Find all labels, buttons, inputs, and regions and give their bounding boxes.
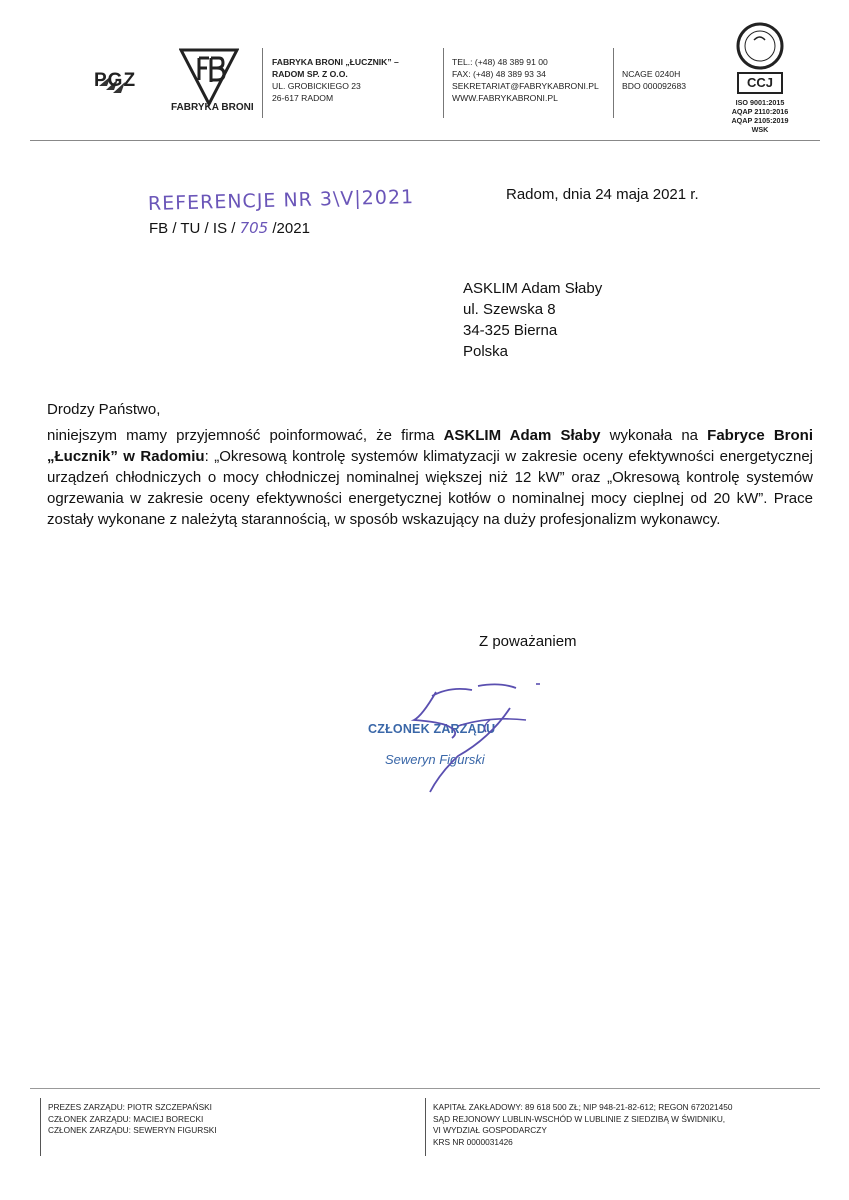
fabryka-broni-caption: FABRYKA BRONI <box>171 102 254 113</box>
footer-board <box>48 1102 217 1137</box>
cert-iso: ISO 9001:2015 <box>735 98 785 107</box>
addressee-block <box>463 278 602 362</box>
footer-divider <box>40 1098 41 1156</box>
addressee-country: Polska <box>463 343 509 360</box>
header-rule <box>30 140 820 141</box>
header-divider <box>443 48 444 118</box>
header-divider <box>613 48 614 118</box>
body-intro: niniejszym mamy przyjemność poinformować, że firma <box>47 427 444 444</box>
fabryka-broni-logo-icon <box>179 48 239 108</box>
pgz-logo-text: PGZ <box>94 70 137 91</box>
company-city: 26-617 RADOM <box>272 93 334 103</box>
ccj-badge-label: CCJ <box>746 75 773 90</box>
footer-registry <box>433 1102 732 1148</box>
letter-greeting: Drodzy Państwo, <box>47 401 161 418</box>
registry-division: VI WYDZIAŁ GOSPODARCZY <box>433 1125 547 1135</box>
body-mid: wykonała na <box>600 427 708 444</box>
footer-divider <box>425 1098 426 1156</box>
contact-tel: TEL.: (+48) 48 389 91 00 <box>452 57 548 67</box>
reference-number <box>149 219 310 237</box>
company-street: UL. GROBICKIEGO 23 <box>272 81 361 91</box>
addressee-name: ASKLIM Adam Słaby <box>463 280 603 297</box>
cert-aqap-2105: AQAP 2105:2019 <box>731 116 789 125</box>
contact-email: SEKRETARIAT@FABRYKABRONI.PL <box>452 81 599 91</box>
ccj-certificates <box>712 98 808 134</box>
header-company-block <box>272 56 399 104</box>
board-president: PREZES ZARZĄDU: PIOTR SZCZEPAŃSKI <box>48 1102 212 1112</box>
signature-stamp-name: Seweryn Figurski <box>385 752 485 767</box>
header-divider <box>262 48 263 118</box>
addressee-city: 34-325 Bierna <box>463 322 558 339</box>
handwritten-reference: REFERENCJE NR 3\V|2021 <box>147 186 415 215</box>
cert-aqap-2110: AQAP 2110:2016 <box>731 107 789 116</box>
signature-stamp-title: CZŁONEK ZARZĄDU <box>368 722 496 736</box>
reference-suffix: /2021 <box>268 220 310 237</box>
board-member-2: CZŁONEK ZARZĄDU: SEWERYN FIGURSKI <box>48 1125 217 1135</box>
addressee-street: ul. Szewska 8 <box>463 301 556 318</box>
registry-krs: KRS NR 0000031426 <box>433 1136 513 1147</box>
letter-body <box>47 425 813 530</box>
contact-fax: FAX: (+48) 48 389 93 34 <box>452 69 546 79</box>
header-codes-block <box>622 68 686 92</box>
company-name-line2: RADOM SP. Z O.O. <box>272 69 348 79</box>
board-member-1: CZŁONEK ZARZĄDU: MACIEJ BORECKI <box>48 1113 204 1124</box>
body-client: Fabryce Broni „Łucznik” w Radomiu <box>47 427 813 465</box>
company-name-line1: FABRYKA BRONI „ŁUCZNIK” – <box>272 57 399 67</box>
letter-date: Radom, dnia 24 maja 2021 r. <box>506 186 699 203</box>
body-company: ASKLIM Adam Słaby <box>443 427 601 444</box>
registry-capital: KAPITAŁ ZAKŁADOWY: 89 618 500 ZŁ; NIP 948-21-82-612; REGON 672021450 <box>433 1102 733 1112</box>
cert-wsk: WSK <box>751 125 769 134</box>
ncage-code: NCAGE 0240H <box>622 69 681 79</box>
footer-rule <box>30 1088 820 1089</box>
contact-www: WWW.FABRYKABRONI.PL <box>452 93 558 103</box>
bdo-code: BDO 000092683 <box>622 81 687 91</box>
handwritten-signature-icon <box>340 668 550 798</box>
letter-closing: Z poważaniem <box>479 633 577 650</box>
body-rest: : „Okresową kontrolę systemów klimatyzacji w zakresie oceny efektywności energetycznej urządzeń chłodniczych o mocy chłodniczej nominalnej większej niż 12 kW” oraz „Okresową kontrolę systemów ogrzewania w zakresie oceny efektywności energetycznej kotłów o nominalnej mocy cieplnej od 20 kW”. Prace zostały wykonane z należytą starannością, w sposób wskazujący na duży profesjonalizm wykonawcy. <box>47 448 813 528</box>
reference-prefix: FB / TU / IS / <box>149 220 240 237</box>
registry-court: SĄD REJONOWY LUBLIN-WSCHÓD W LUBLINIE Z SIEDZIBĄ W ŚWIDNIKU, <box>433 1113 726 1124</box>
reference-handwritten-number: 705 <box>239 219 269 237</box>
header-contact-block <box>452 56 599 104</box>
